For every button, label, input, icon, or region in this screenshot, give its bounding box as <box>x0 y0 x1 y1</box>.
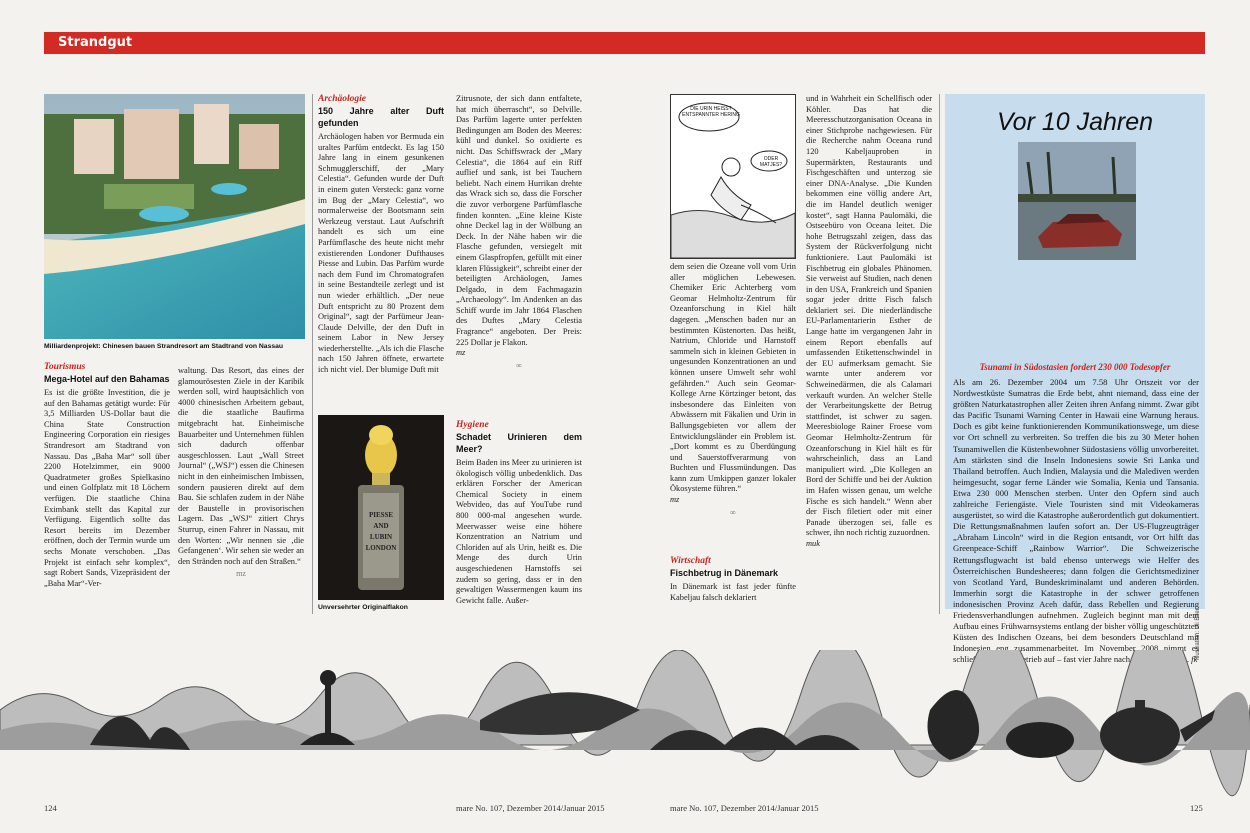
hygiene-column-2 <box>670 262 796 552</box>
resort-photo-caption: Milliardenprojekt: Chinesen bauen Strandresort am Stadtrand von Nassau <box>44 343 284 350</box>
sidebar-title: Vor 10 Jahren <box>996 108 1154 136</box>
tsunami-flood-image <box>1018 142 1136 260</box>
tsunami-photo <box>1018 142 1136 260</box>
wirtschaft-column-1 <box>670 556 796 616</box>
archaeologie-author: mz <box>456 348 466 358</box>
wirtschaft-headline: Fischbetrug in Dänemark <box>670 568 779 578</box>
issue-info-left: mare No. 107, Dezember 2014/Januar 2015 <box>456 803 605 813</box>
cartoon-illustration <box>670 94 796 259</box>
wirtschaft-text-2: und in Wahrheit ein Schellfisch oder Köhler. Das hat die Meeresschutzorganisation Oceana in einer Stichprobe nachgewiesen. Für die Recherche nahm Oceana rund 120 Kabeljauproben in Supermärkten, Restaurants und Fischgeschäften und unterzog sie einer DNA-Analyse. „Die Kunden bekommen eine völlig andere Art, die im Handel deutlich weniger kostet“, sagt Hanna Paulomäki, die Ostseebüro von Oceana leitet. Die hohe Betrugszahl zeigen, dass das System der Rückverfolgung nicht funktioniere. Laut Paulomäki ist Fischbetrug ein globales Phänomen. Sie verweist auf Studien, nach denen in den USA, Frankreich und Spanien sogar jeder dritte Fisch falsch deklariert sei. Die niederländische EU-Parlamentarierin Esther de Lange hatte im vergangenen Jahr in einem Report ebenfalls auf umfassenden Etikettenschwindel in der EU aufmerksam gemacht. Sie warnte unter anderem vor Schweinedärmen, die als Calamari verkauft wurden. An welcher Stelle der Verarbeitungskette der Betrug stattfindet, ist schwer zu sagen. Meeresbiologe Rainer Froese vom Geomar Helmholtz-Zentrum für Ozeanforschung in Kiel hält es für wahrscheinlich, dass an Land manipuliert wird. „Die Kollegen an Bord der Schiffe und bei der Auktion im Hafen wissen genau, um welche Fische es sich handelt.“ Wenn aber der Fisch filetiert oder mit einer Panade überzogen sei, falle es schwer, ihn noch richtig zuzuordnen. <box>806 94 932 538</box>
section-title: Strandgut <box>58 35 133 50</box>
wirtschaft-author: muk <box>806 538 820 548</box>
column-rule <box>312 94 313 614</box>
hygiene-endmark: ∞ <box>730 507 736 517</box>
hygiene-headline: Schadet Urinieren dem Meer? <box>456 432 582 454</box>
cartoon-bubble-right: ODER MATJES? <box>759 156 783 168</box>
sidebar-subtitle: Tsunami in Südostasien fordert 230 000 Todesopfer <box>979 362 1171 372</box>
cartoon-swimmer-image <box>671 95 795 258</box>
page-number-left: 124 <box>44 803 57 813</box>
cartoon-bubble-left: DIE URIN HEISST ENTSPANNTER HERING <box>682 106 740 118</box>
perfume-bottle-photo <box>318 415 444 600</box>
wirtschaft-text-1: In Dänemark ist fast jeder fünfte Kabeljau falsch deklariert <box>670 582 796 602</box>
tourismus-column-2 <box>178 366 304 616</box>
tourismus-text-1: Es ist die größte Investition, die je auf den Bahamas getätigt wurde: Für 3,5 Milliarden US-Dollar baut die China State Construction Engineering Corporation ein riesiges Strandresort am Stadtrand von Nassau. Das „Baha Mar“ soll über 2200 Hotelzimmer, ein 9000 Quadratmeter großes Spielkasino und einen Golfplatz mit 18 Löchern verfügen. Die staatliche China Eximbank stellt das Kapital zur Verfügung. Eigentlich sollte das Resort bereits im Dezember eröffnen, doch der Termin wurde um sechs Monate verschoben. „Das Projekt ist einfach sehr komplex“, sagt Robert Sands, Vizepräsident der „Baha Mar“-Ver- <box>44 388 170 588</box>
wirtschaft-column-2 <box>806 94 932 604</box>
tourismus-author: mz <box>236 569 246 579</box>
perfume-bottle-caption: Unversehrter Originalflakon <box>318 604 408 611</box>
wirtschaft-kicker: Wirtschaft <box>670 556 711 566</box>
page-number-right: 125 <box>1190 803 1203 813</box>
turtle-figure <box>1006 722 1074 758</box>
sea-creatures-frieze <box>0 650 1250 800</box>
perfume-bottle-label: PIESSE AND LUBIN LONDON <box>365 511 397 552</box>
hygiene-text-2: dem seien die Ozeane voll vom Urin aller möglichen Lebewesen. Chemiker Eric Achterberg vom Geomar Helmholtz-Zentrum für Ozeanforschung in Kiel hält dagegen. „Menschen baden nur an bestimmten Küstenorten. Das heißt, Natrium, Chloride und Harnstoff sammeln sich in kleinen Gebieten in ungesunden Konzentrationen an und können unsere Umwelt sehr wohl gefährden.“ Auch sein Geomar-Kollege Arne Körtzinger betont, das insbesondere das Einleiten von Abwässern mit Fäkalien und Urin in Ballungsgebieten vor allem der Entwicklungsländer ein Problem ist. „Dort kommt es zu Überdüngung und Sauerstoffverarmung von Buchten und Flussmündungen. Das kann zum Umkippen ganzer lokaler Ökosysteme führen.“ <box>670 262 796 494</box>
tourismus-text-2: waltung. Das Resort, das eines der glamourösesten Ziele in der Karibik werden soll, wird hauptsächlich von 4000 chinesischen Arbeitern gebaut, die die staatliche Baufirma mitgebracht hat. Einheimische Bauarbeiter und Unternehmen fühlen sich dadurch offenbar ausgeschlossen. Laut „Wall Street Journal“ („WSJ“) essen die Chinesen nicht in den einheimischen Imbissen, sondern pausieren direkt auf dem Bau. Sie schlafen zudem in der Nähe der Baustelle in provisorischen Lagern. Das „WSJ“ zitiert Chrys Sturrup, einen Fahrer in Nassau, mit den Worten: „Wir nennen sie ‚die Gefangenen‘. Wir sehen sie weder an den Stränden noch auf den Straßen.“ <box>178 366 304 566</box>
resort-photo <box>44 94 305 339</box>
hygiene-kicker: Hygiene <box>456 420 489 430</box>
archaeologie-text-1: Archäologen haben vor Bermuda ein uraltes Parfüm entdeckt. Es lag 150 Jahre lang in einem gesunkenen Schmugglerschiff, der „Mary Celestia“. Gefunden wurde der Duft in einem guten Versteck: ganz vorne im Bug der „Mary Celestia“, wo normalerweise der Bootsmann sein Werkzeug verstaut. Laut Aufschrift handelt es sich um eine Parfümflasche des heute nicht mehr existierenden Londoner Dufthauses Piesse and Lubin. Das Parfüm wurde nach dem Fund im Chromatografen in seine Bestandteile zerlegt und ist nun wieder erhältlich. „Der neue Duft entspricht zu 80 Prozent dem Original“, sagt der Parfümeur Jean-Claude Delville, der den Duft in seinem Labor in New Jersey wiederherstellte. „Als ich die Flasche nach 150 Jahren öffnete, erwartete ich nicht viel. Der blumige Duft mit <box>318 132 444 375</box>
archaeologie-kicker: Archäologie <box>318 94 367 104</box>
issue-info-right: mare No. 107, Dezember 2014/Januar 2015 <box>670 803 819 813</box>
archaeologie-column-2 <box>456 94 582 412</box>
illustration-credit: Illustration: Uli Elter <box>1195 608 1201 660</box>
perfume-bottle-image <box>318 415 444 600</box>
archaeologie-headline: 150 Jahre alter Duft gefunden <box>318 106 444 128</box>
hygiene-column-1 <box>456 420 582 618</box>
resort-aerial-image <box>44 94 305 339</box>
archaeologie-endmark: ∞ <box>516 360 522 370</box>
tourismus-kicker: Tourismus <box>44 362 86 372</box>
sidebar-text: Als am 26. Dezember 2004 um 7.58 Uhr Ortszeit vor der Nordwestküste Sumatras die Erde bebt, ahnt niemand, dass eine der größten Naturkatastrophen aller Zeiten ihren Anfang nimmt. Zwar gibt das Pacific Tsunami Warning Center in Hawaii eine Warnung heraus. Doch es gibt keine funktionierenden Kommunikationswege, um diese vor Ort schnell zu verbreiten. So treffen die bis zu 30 Meter hohen Tsunamiwellen die Küstenbewohner Südostasiens völlig unvorbereitet. Am stärksten sind die Inseln Indonesiens sowie Sri Lanka und Thailand betroffen. Auch Indien, Malaysia und die Malediven werden heimgesucht, sogar ferne Länder wie Somalia, Kenia und Tansania. Etwa 230 000 Menschen sterben. Unter den Opfern sind auch zahlreiche Feriengäste. Viele Touristen sind mit Videokameras ausgerüstet, so wird die Katastrophe außerordentlich gut dokumentiert. Die Rettungsmaßnahmen laufen sofort an. Der US-Flugzeugträger „Abraham Lincoln“ wird in die Region entsandt, vor Ort hilft das Greenpeace-Schiff „Rainbow Warrior“. Die Schweizerische Rettungsflugwacht ist bald ebenso unterwegs wie Helfer des Österreichischen Bundesheeres; dann folgen die Gerichtsmediziner von Scotland Yard, Bundeskriminalamt und anderen Behörden. Immerhin sorgt die Katastrophe in der schwer getroffenen indonesischen Provinz Aceh dafür, dass Rebellen und Regierung Friedensverhandlungen aufnehmen. Zugleich beginnt man mit dem Aufbau eines Frühwarnsystems entlang der bisher völlig ungeschützten Küsten des Indischen Ozeans, bei dem besonders Deutschland mit Indonesien eng zusammenarbeitet. Im November 2008 nimmt es schließlich seinen Betrieb auf – fast vier Jahre nach der Katastrophe. <box>953 377 1199 665</box>
hygiene-text-1: Beim Baden ins Meer zu urinieren ist ökologisch völlig unbedenklich. Das erklären Forscher der American Chemical Society in einem Webvideo, das auf YouTube rund 800 000-mal angesehen wurde. Meerwasser weise eine höhere Konzentration an Natrium und Chloriden auf als Urin, heißt es. Die Menge des durch Urin ausgeschiedenen Harnstoffs sei zudem so gering, dass er in den gewaltigen Wassermengen kaum ins Gewicht falle. Außer- <box>456 458 582 605</box>
tourismus-headline: Mega-Hotel auf den Bahamas <box>44 374 170 384</box>
column-rule <box>939 94 940 614</box>
archaeologie-text-2: Zitrusnote, der sich dann entfaltete, hat mich überrascht“, so Delville. Das Parfüm lagerte unter perfekten Bedingungen am Boden des Meeres: kühl und dunkel. So oxidierte es nicht. Das Schiffswrack der „Mary Celestia“, die 1864 auf ein Riff auflief und sank, ist bei Tauchern beliebt. Nach einem Hurrikan drehte das Wrack sich so, dass die Forscher die zuvor verborgene Parfümflasche finden konnten. „Eine kleine Kiste ohne Deckel lag in der Wölbung an Deck. In der Nähe haben wir die Flasche gefunden, versiegelt mit einem Glaspfropfen, gefüllt mit einer klaren Flüssigkeit“, schreibt einer der beteiligten Archäologen, James Delgado, in dem Fachmagazin „Archaeology“. Im Andenken an das Schiff wurde im Jahr 1864 Flaschen des Duftes „Mary Celestia Fragrance“ angeboten. Der Preis: 225 Dollar je Flakon. <box>456 94 582 347</box>
sidebar-body <box>953 377 1199 665</box>
section-banner <box>44 32 1205 54</box>
archaeologie-column-1 <box>318 94 444 412</box>
tourismus-column-1 <box>44 362 170 614</box>
sidebar-author: fk <box>1191 654 1198 665</box>
hygiene-author: mz <box>670 495 680 505</box>
